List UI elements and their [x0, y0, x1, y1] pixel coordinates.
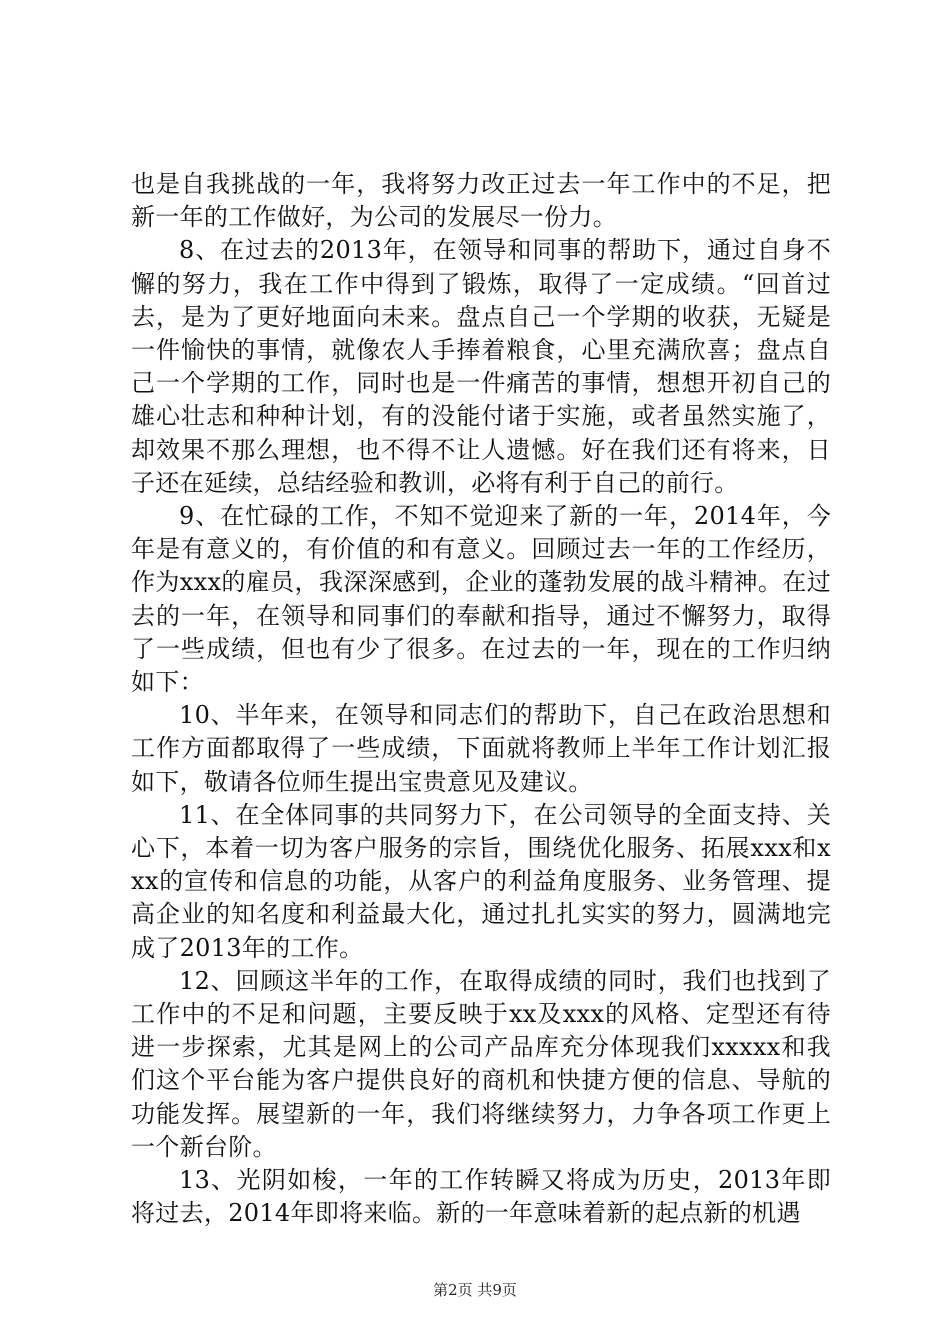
paragraph-11: 11、在全体同事的共同努力下，在公司领导的全面支持、关心下，本着一切为客户服务的宗旨，围绕优化服务、拓展xxx和xxx的宣传和信息的功能，从客户的利益角度服务、业务管理、提高企业的知名度和利益最大化，通过扎扎实实的努力，圆满地完成了2013年的工作。 [131, 800, 831, 962]
page-number-footer: 第2页 共9页 [433, 1281, 517, 1299]
paragraph-continuation: 也是自我挑战的一年，我将努力改正过去一年工作中的不足，把新一年的工作做好，为公司的发展尽一份力。 [131, 170, 831, 232]
paragraph-12: 12、回顾这半年的工作，在取得成绩的同时，我们也找到了工作中的不足和问题，主要反映于xx及xxx的风格、定型还有待进一步探索，尤其是网上的公司产品库充分体现我们xxxxx和我们这个平台能为客户提供良好的商机和快捷方便的信息、导航的功能发挥。展望新的一年，我们将继续努力，力争各项工作更上一个新台阶。 [131, 966, 831, 1161]
document-body [131, 168, 831, 1231]
paragraph-9: 9、在忙碌的工作，不知不觉迎来了新的一年，2014年，今年是有意义的，有价值的和有意义。回顾过去一年的工作经历，作为xxx的雇员，我深深感到，企业的蓬勃发展的战斗精神。在过去的一年，在领导和同事们的奉献和指导，通过不懈努力，取得了一些成绩，但也有少了很多。在过去的一年，现在的工作归纳如下： [131, 502, 831, 697]
paragraph-10: 10、半年来，在领导和同志们的帮助下，自己在政治思想和工作方面都取得了一些成绩，下面就将教师上半年工作计划汇报如下，敬请各位师生提出宝贵意见及建议。 [131, 701, 831, 796]
paragraph-8: 8、在过去的2013年，在领导和同事的帮助下，通过自身不懈的努力，我在工作中得到了锻炼，取得了一定成绩。“回首过去，是为了更好地面向未来。盘点自己一个学期的收获，无疑是一件愉快的事情，就像农人手捧着粮食，心里充满欣喜；盘点自己一个学期的工作，同时也是一件痛苦的事情，想想开初自己的雄心壮志和种种计划，有的没能付诸于实施，或者虽然实施了，却效果不那么理想，也不得不让人遗憾。好在我们还有将来，日子还在延续，总结经验和教训，必将有利于自己的前行。 [131, 236, 831, 497]
paragraph-13: 13、光阴如梭，一年的工作转瞬又将成为历史，2013年即将过去，2014年即将来临。新的一年意味着新的起点新的机遇 [131, 1166, 831, 1228]
